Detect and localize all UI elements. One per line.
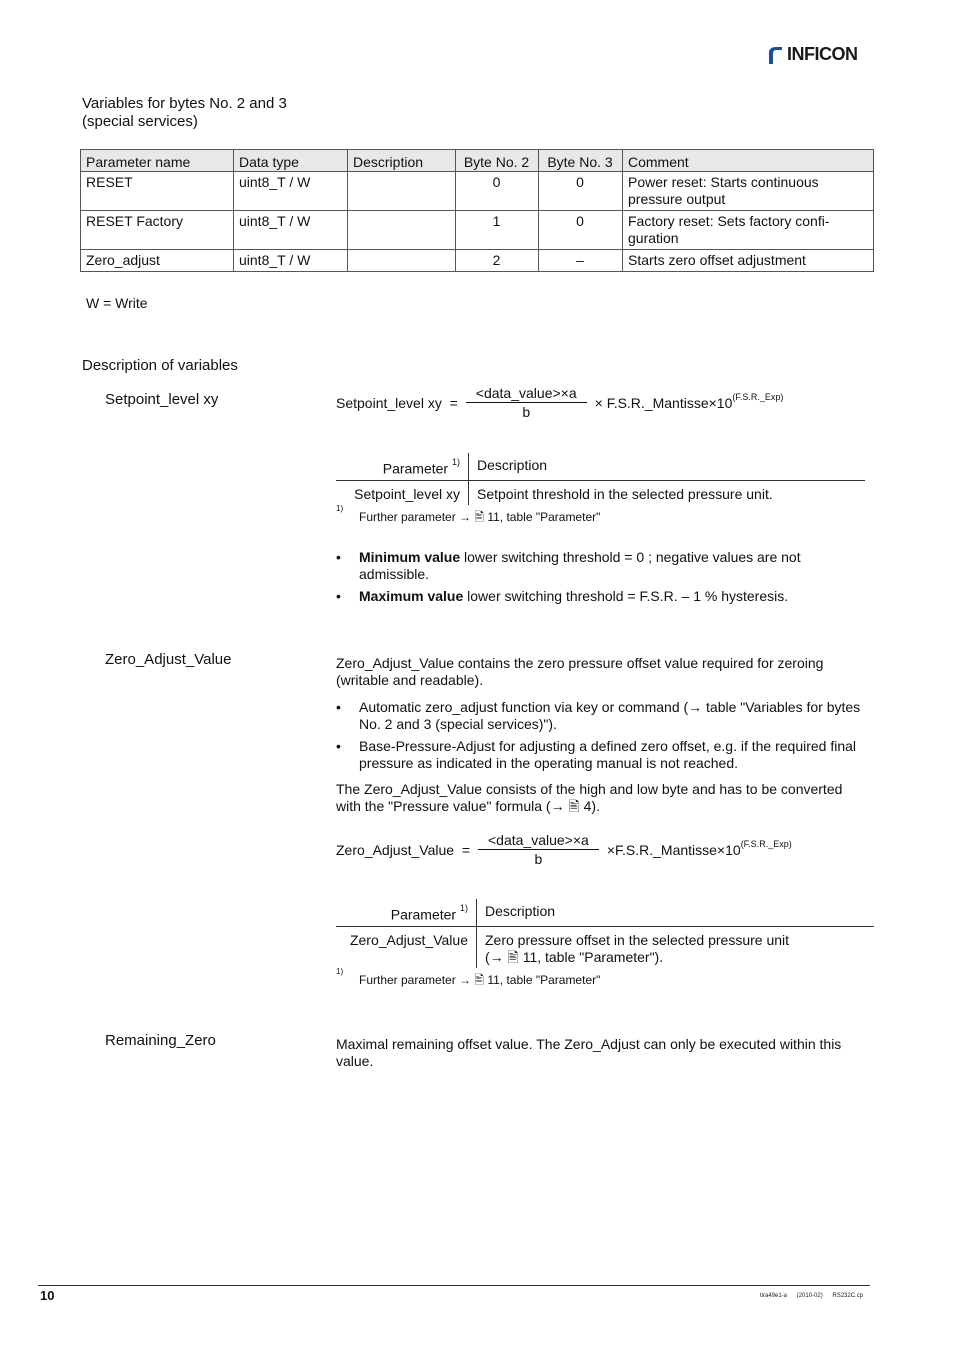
desc-line: Zero pressure offset in the selected pressure unit: [485, 931, 790, 948]
brand-logo: [766, 44, 858, 65]
footer-divider: [38, 1285, 870, 1286]
desc-value: [477, 926, 875, 968]
header-comment: Comment: [623, 150, 874, 172]
cell-comment: Starts zero offset adjustment: [623, 250, 874, 272]
list-item: • Base-Pressure-Adjust for adjusting a defined zero offset, e.g. if the required final pressure as indicated in the operating manual is not reached.: [336, 738, 866, 772]
cell-byte2: 0: [456, 172, 539, 211]
header-parameter-name: Parameter name: [81, 150, 234, 172]
table-row: [336, 480, 865, 505]
inficon-logo-icon: [766, 45, 784, 65]
setpoint-formula: [336, 385, 783, 420]
write-legend: W = Write: [86, 295, 148, 311]
zero-adjust-label: Zero_Adjust_Value: [105, 651, 232, 668]
param-table-header: [336, 453, 865, 480]
description-heading: Description of variables: [82, 357, 238, 374]
desc-header: Description: [477, 899, 875, 926]
cell-name: Zero_adjust: [81, 250, 234, 272]
cell-type: uint8_T / W: [234, 250, 348, 272]
remaining-zero-text: Maximal remaining offset value. The Zero_Adjust can only be executed within this value.: [336, 1036, 842, 1069]
table-row: [81, 250, 874, 272]
formula-exponent: (F.S.R._Exp): [740, 838, 792, 849]
formula-exponent: (F.S.R._Exp): [732, 391, 784, 402]
formula-fraction: [478, 832, 599, 867]
cell-name: RESET Factory: [81, 211, 234, 250]
table-header-row: [81, 150, 874, 172]
variables-table: [80, 149, 874, 272]
cell-byte3: 0: [539, 172, 623, 211]
cell-byte2: 1: [456, 211, 539, 250]
desc-line: (→ 🖹 11, table "Parameter").: [485, 948, 664, 965]
zero-adjust-param-table: [336, 899, 874, 968]
bullet-bold: Minimum value: [359, 549, 461, 565]
header-byte-3: Byte No. 3: [539, 150, 623, 172]
footnote-mark: 1): [336, 967, 344, 976]
header-data-type: Data type: [234, 150, 348, 172]
cell-type: uint8_T / W: [234, 211, 348, 250]
formula-lhs: Zero_Adjust_Value =: [336, 841, 470, 858]
zero-adjust-intro: Zero_Adjust_Value contains the zero pressure offset value required for zeroing (writable and readable).: [336, 655, 824, 688]
setpoint-footnote: [336, 504, 601, 529]
footnote-text: Further parameter → 🖹 11, table "Parameter": [359, 510, 601, 524]
header-byte-2: Byte No. 2: [456, 150, 539, 172]
param-footnote-mark: 1): [451, 457, 460, 467]
table-row: [81, 172, 874, 211]
cell-desc: [348, 211, 456, 250]
comment-line: guration: [628, 230, 679, 246]
param-table-header: [336, 899, 874, 926]
footnote-mark: 1): [336, 504, 344, 513]
cell-name: RESET: [81, 172, 234, 211]
page-number: 10: [40, 1288, 55, 1303]
zero-adjust-footnote: [336, 967, 601, 992]
cell-comment: [623, 172, 874, 211]
cell-desc: [348, 250, 456, 272]
param-header: [336, 899, 477, 926]
desc-value: Setpoint threshold in the selected pressure unit.: [477, 485, 773, 502]
comment-line: pressure output: [628, 191, 726, 207]
bullet-bold: Maximum value: [359, 588, 464, 604]
list-item: [336, 588, 866, 605]
zero-adjust-formula: [336, 832, 792, 867]
cell-byte3: –: [539, 250, 623, 272]
cell-desc: [348, 172, 456, 211]
section-heading-line1: Variables for bytes No. 2 and 3: [82, 95, 287, 112]
param-value: Zero_Adjust_Value: [336, 926, 477, 968]
table-row: [81, 211, 874, 250]
formula-rhs: × F.S.R._Mantisse×10: [594, 394, 733, 411]
formula-denominator: b: [522, 404, 531, 420]
cell-byte2: 2: [456, 250, 539, 272]
list-item: [336, 549, 866, 583]
section-heading-line2: (special services): [82, 113, 198, 130]
formula-numerator: <data_value>×a: [466, 385, 587, 403]
desc-header: Description: [469, 453, 866, 480]
document-reference: tira49e1-a (2010-02) RS232C.cp: [760, 1293, 864, 1299]
formula-rhs: ×F.S.R._Mantisse×10: [606, 841, 741, 858]
formula-fraction: [466, 385, 587, 420]
cell-comment: [623, 211, 874, 250]
zero-adjust-bullets: [336, 699, 866, 777]
param-header-text: Parameter: [390, 906, 457, 923]
table-row: [336, 926, 874, 968]
cell-type: uint8_T / W: [234, 172, 348, 211]
param-value: Setpoint_level xy: [336, 480, 469, 505]
comment-line: Power reset: Starts continuous: [628, 174, 819, 190]
param-footnote-mark: 1): [459, 903, 468, 913]
bullet-text: lower switching threshold = F.S.R. – 1 % hysteresis.: [463, 588, 789, 604]
param-header: [336, 453, 469, 480]
formula-lhs: Setpoint_level xy =: [336, 394, 458, 411]
formula-numerator: <data_value>×a: [478, 832, 599, 850]
formula-denominator: b: [534, 851, 543, 867]
header-description: Description: [348, 150, 456, 172]
remaining-zero-label: Remaining_Zero: [105, 1032, 216, 1049]
cell-byte3: 0: [539, 211, 623, 250]
comment-line: Factory reset: Sets factory confi-: [628, 213, 830, 229]
setpoint-param-table: [336, 453, 865, 505]
brand-name: INFICON: [787, 44, 858, 64]
section-heading: [82, 95, 287, 131]
setpoint-label: Setpoint_level xy: [105, 391, 219, 408]
setpoint-bullets: [336, 549, 866, 610]
param-header-text: Parameter: [382, 460, 449, 477]
zero-adjust-para2: The Zero_Adjust_Value consists of the high and low byte and has to be converted with the "Pressure value" formula (→ 🖹 4).: [336, 781, 843, 814]
bullet-text: lower switching threshold = 0 ; negative values are not admissible.: [359, 549, 801, 582]
footnote-text: Further parameter → 🖹 11, table "Parameter": [359, 973, 601, 987]
list-item: • Automatic zero_adjust function via key or command (→ table "Variables for bytes No. 2 and 3 (special services)").: [336, 699, 866, 733]
